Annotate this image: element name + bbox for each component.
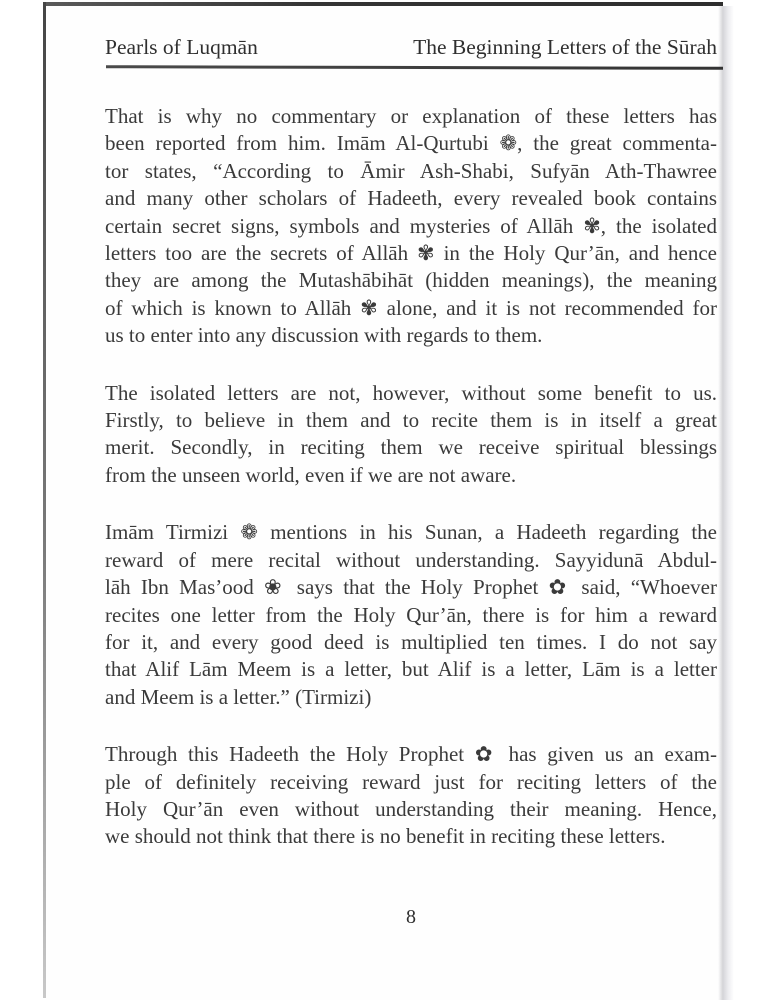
- text-line: letters too are the secrets of Allāh ✾ in the Holy Qur’ān, and hence: [105, 241, 717, 266]
- text-line: recites one letter from the Holy Qur’ān, there is for him a reward: [105, 602, 717, 627]
- text-line: from the unseen world, even if we are not aware.: [105, 462, 517, 487]
- scan-edge-left-line: [43, 2, 46, 998]
- paragraph-2: [105, 380, 717, 490]
- text-line: lāh Ibn Mas’ood ❀ says that the Holy Prophet ✿ said, “Whoever: [105, 575, 717, 600]
- text-line: and Meem is a letter.” (Tirmizi): [105, 684, 372, 709]
- text-line: Firstly, to believe in them and to recite them is in itself a great: [105, 408, 717, 433]
- scan-edge-top-line: [44, 2, 723, 6]
- page-edge-right-shadow: [718, 6, 734, 1000]
- text-line: we should not think that there is no benefit in reciting these letters.: [105, 824, 666, 849]
- paragraph-1: [105, 103, 717, 350]
- text-line: That is why no commentary or explanation of these letters has: [105, 104, 717, 128]
- text-line: and many other scholars of Hadeeth, every revealed book contains: [105, 186, 717, 211]
- running-header-chapter-title: The Beginning Letters of the Sūrah: [413, 35, 717, 59]
- page-text: [105, 103, 717, 881]
- text-line: merit. Secondly, in reciting them we receive spiritual blessings: [105, 435, 717, 460]
- page-number: 8: [406, 906, 416, 928]
- text-line: The isolated letters are not, however, without some benefit to us.: [105, 380, 717, 405]
- text-line: certain secret signs, symbols and mysteries of Allāh ✾, the isolated: [105, 213, 717, 238]
- running-header: [105, 35, 717, 60]
- text-line: that Alif Lām Meem is a letter, but Alif is a letter, Lām is a letter: [105, 657, 717, 682]
- text-line: been reported from him. Imām Al-Qurtubi ❁, the great commenta-: [105, 131, 717, 156]
- text-line: of which is known to Allāh ✾ alone, and it is not recommended for: [105, 295, 717, 320]
- text-line: they are among the Mutashābihāt (hidden meanings), the meaning: [105, 268, 717, 293]
- paragraph-4: [105, 741, 717, 851]
- text-line: tor states, “According to Āmir Ash-Shabi, Sufyān Ath-Thawree: [105, 158, 717, 183]
- paragraph-3: [105, 519, 717, 711]
- text-line: ple of definitely receiving reward just for reciting letters of the: [105, 769, 717, 794]
- running-header-book-title: Pearls of Luqmān: [105, 35, 258, 59]
- text-line: reward of mere recital without understanding. Sayyidunā Abdul-: [105, 547, 717, 572]
- text-line: Imām Tirmizi ❁ mentions in his Sunan, a Hadeeth regarding the: [105, 520, 717, 545]
- text-line: Through this Hadeeth the Holy Prophet ✿ has given us an exam-: [105, 742, 717, 767]
- text-line: us to enter into any discussion with regards to them.: [105, 323, 543, 348]
- text-line: Holy Qur’ān even without understanding their meaning. Hence,: [105, 796, 717, 821]
- text-line: for it, and every good deed is multiplied ten times. I do not say: [105, 629, 717, 654]
